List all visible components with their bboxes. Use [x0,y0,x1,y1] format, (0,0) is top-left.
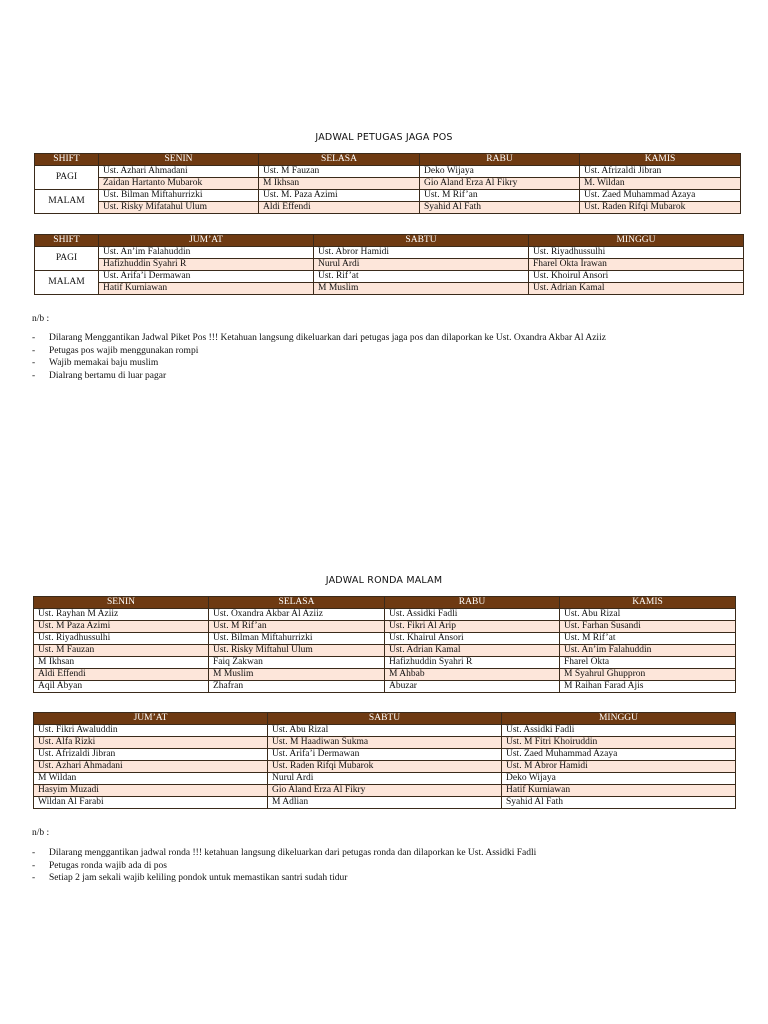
table-cell: Ust. Arifa’i Dermawan [268,749,502,761]
table-cell: Ust. Raden Rifqi Mubarok [268,761,502,773]
table-cell: Aldi Effendi [34,669,209,681]
table-cell: Ust. Riyadhussulhi [34,633,209,645]
note-text: Dilarang menggantikan jadwal ronda !!! ketahuan langsung dikeluarkan dari petugas ronda dan dilaporkan ke Ust. Assidki Fadli [49,848,537,858]
header-senin: SENIN [99,154,259,166]
table-cell: Ust. Rif’at [314,271,529,283]
list-item [32,345,606,358]
table-cell: M Wildan [34,773,268,785]
bullet-dash: - [32,333,36,343]
header-sabtu: SABTU [268,713,502,725]
table-cell: Ust. Zaed Muhammad Azaya [502,749,736,761]
table-cell: Ust. M Rif’at [560,633,736,645]
table-row [34,785,736,797]
table-row [34,669,736,681]
table-cell: Ust. Risky Mifatahul Ulum [99,202,259,214]
table-cell: Ust. Khoirul Ansori [529,271,744,283]
table-cell: Hafizhuddin Syahri R [385,657,560,669]
table-cell: Aqil Abyan [34,681,209,693]
table-row [34,645,736,657]
header-kamis: KAMIS [560,597,736,609]
table-cell: M Syahrul Ghuppron [560,669,736,681]
bullet-dash: - [32,358,36,368]
table-row [35,271,744,283]
header-rabu: RABU [385,597,560,609]
note-text: Dialrang bertamu di luar pagar [49,370,167,381]
table-cell: Ust. Fikri Awaluddin [34,725,268,737]
table-row [34,761,736,773]
table-cell: Syahid Al Fath [420,202,580,214]
header-senin: SENIN [34,597,209,609]
table-cell: Ust. Bilman Miftahurrizki [99,190,259,202]
ronda-table-weekday [33,596,736,693]
note-text: Petugas ronda wajib ada di pos [49,860,167,871]
table-cell: Deko Wijaya [420,166,580,178]
table-cell: Ust. Alfa Rizki [34,737,268,749]
table-cell: Fharel Okta [560,657,736,669]
bullet-dash: - [32,873,36,883]
table-cell: Ust. M Fauzan [34,645,209,657]
header-jumat: JUM’AT [99,235,314,247]
note-text: Setiap 2 jam sekali wajib keliling pondok untuk memastikan santri sudah tidur [49,873,348,883]
table-cell: Ust. Khairul Ansori [385,633,560,645]
table-row [34,737,736,749]
table-row [35,166,741,178]
table-cell: Ust. An’im Falahuddin [560,645,736,657]
list-item [32,370,606,383]
table-cell: Ust. Riyadhussulhi [529,247,744,259]
table-row [34,633,736,645]
table-cell: Ust. M Rif’an [420,190,580,202]
pos-table-weekday [34,153,741,214]
table-cell: Syahid Al Fath [502,797,736,809]
pos-table-weekend [34,234,744,295]
table-cell: Fharel Okta Irawan [529,259,744,271]
table-row [34,621,736,633]
list-item [32,847,536,860]
list-item [32,872,536,885]
table-row [34,797,736,809]
bullet-dash: - [32,848,36,858]
table-cell: Ust. M Haadiwan Sukma [268,737,502,749]
table-cell: Faiq Zakwan [209,657,385,669]
table-cell: Ust. Zaed Muhammad Azaya [580,190,741,202]
table-cell: Ust. Risky Miftahul Ulum [209,645,385,657]
table-row [34,681,736,693]
table-cell: Aldi Effendi [259,202,420,214]
header-shift: SHIFT [35,235,99,247]
table-cell: Ust. M Rif’an [209,621,385,633]
table-cell: Ust. Afrizaldi Jibran [34,749,268,761]
table-row [35,247,744,259]
list-item [32,357,606,370]
table-row [35,283,744,295]
table-cell: Ust. Farhan Susandi [560,621,736,633]
header-selasa: SELASA [259,154,420,166]
table-cell: Ust. Assidki Fadli [502,725,736,737]
table-cell: Hatif Kurniawan [99,283,314,295]
table-row [35,178,741,190]
table-cell: Gio Aland Erza Al Fikry [268,785,502,797]
table-cell: M Ikhsan [34,657,209,669]
table-cell: Ust. Adrian Kamal [385,645,560,657]
table-cell: Hasyim Muzadi [34,785,268,797]
table-row [34,749,736,761]
header-kamis: KAMIS [580,154,741,166]
list-item [32,332,606,345]
header-minggu: MINGGU [529,235,744,247]
table-cell: Ust. Adrian Kamal [529,283,744,295]
table-cell: M Muslim [314,283,529,295]
table-cell: Ust. Azhari Ahmadani [34,761,268,773]
shift-label: MALAM [35,271,99,295]
table-cell: Ust. Raden Rifqi Mubarok [580,202,741,214]
table-cell: Hafizhuddin Syahri R [99,259,314,271]
table-cell: Abuzar [385,681,560,693]
table-cell: Ust. Oxandra Akbar Al Aziiz [209,609,385,621]
table-cell: Ust. Rayhan M Aziiz [34,609,209,621]
pos-title: JADWAL PETUGAS JAGA POS [315,132,453,143]
table-row [34,609,736,621]
bullet-dash: - [32,345,36,356]
table-cell: Nurul Ardi [268,773,502,785]
table-cell: Ust. M Abror Hamidi [502,761,736,773]
table-row [35,259,744,271]
header-shift: SHIFT [35,154,99,166]
shift-label: PAGI [35,247,99,271]
table-cell: Gio Aland Erza Al Fikry [420,178,580,190]
ronda-title: JADWAL RONDA MALAM [325,575,443,586]
table-cell: Ust. M Fauzan [259,166,420,178]
table-cell: M. Wildan [580,178,741,190]
bullet-dash: - [32,860,36,871]
table-cell: Ust. Bilman Miftahurrizki [209,633,385,645]
table-cell: Ust. Assidki Fadli [385,609,560,621]
table-cell: Hatif Kurniawan [502,785,736,797]
ronda-notes-list [32,847,536,885]
header-minggu: MINGGU [502,713,736,725]
table-row [35,190,741,202]
table-cell: Ust. Azhari Ahmadani [99,166,259,178]
bullet-dash: - [32,370,36,381]
ronda-table-weekend [33,712,736,809]
header-jumat: JUM’AT [34,713,268,725]
shift-label: MALAM [35,190,99,214]
table-row [34,657,736,669]
table-cell: M Ikhsan [259,178,420,190]
table-cell: Wildan Al Farabi [34,797,268,809]
table-cell: Zaidan Hartanto Mubarok [99,178,259,190]
pos-nb-label: n/b : [32,314,50,324]
table-row [34,773,736,785]
table-cell: Deko Wijaya [502,773,736,785]
table-cell: M Ahbab [385,669,560,681]
table-cell: Ust. Abu Rizal [560,609,736,621]
table-cell: M Adlian [268,797,502,809]
table-row [35,202,741,214]
table-cell: M Raihan Farad Ajis [560,681,736,693]
table-cell: Ust. M Paza Azimi [34,621,209,633]
table-cell: Ust. M. Paza Azimi [259,190,420,202]
pos-notes-list [32,332,606,382]
note-text: Wajib memakai baju muslim [49,358,159,368]
table-cell: Ust. Fikri Al Arip [385,621,560,633]
table-cell: M Muslim [209,669,385,681]
table-cell: Ust. M Fitri Khoiruddin [502,737,736,749]
header-sabtu: SABTU [314,235,529,247]
table-cell: Ust. Abror Hamidi [314,247,529,259]
table-cell: Ust. Abu Rizal [268,725,502,737]
header-rabu: RABU [420,154,580,166]
note-text: Petugas pos wajib menggunakan rompi [49,345,199,356]
table-cell: Nurul Ardi [314,259,529,271]
header-selasa: SELASA [209,597,385,609]
table-row [34,725,736,737]
list-item [32,860,536,873]
table-cell: Zhafran [209,681,385,693]
table-cell: Ust. Arifa’i Dermawan [99,271,314,283]
table-cell: Ust. Afrizaldi Jibran [580,166,741,178]
shift-label: PAGI [35,166,99,190]
ronda-nb-label: n/b : [32,828,50,838]
table-cell: Ust. An’im Falahuddin [99,247,314,259]
note-text: Dilarang Menggantikan Jadwal Piket Pos !!! Ketahuan langsung dikeluarkan dari petugas jaga pos dan dilaporkan ke Ust. Oxandra Akbar Al Aziiz [49,333,606,343]
